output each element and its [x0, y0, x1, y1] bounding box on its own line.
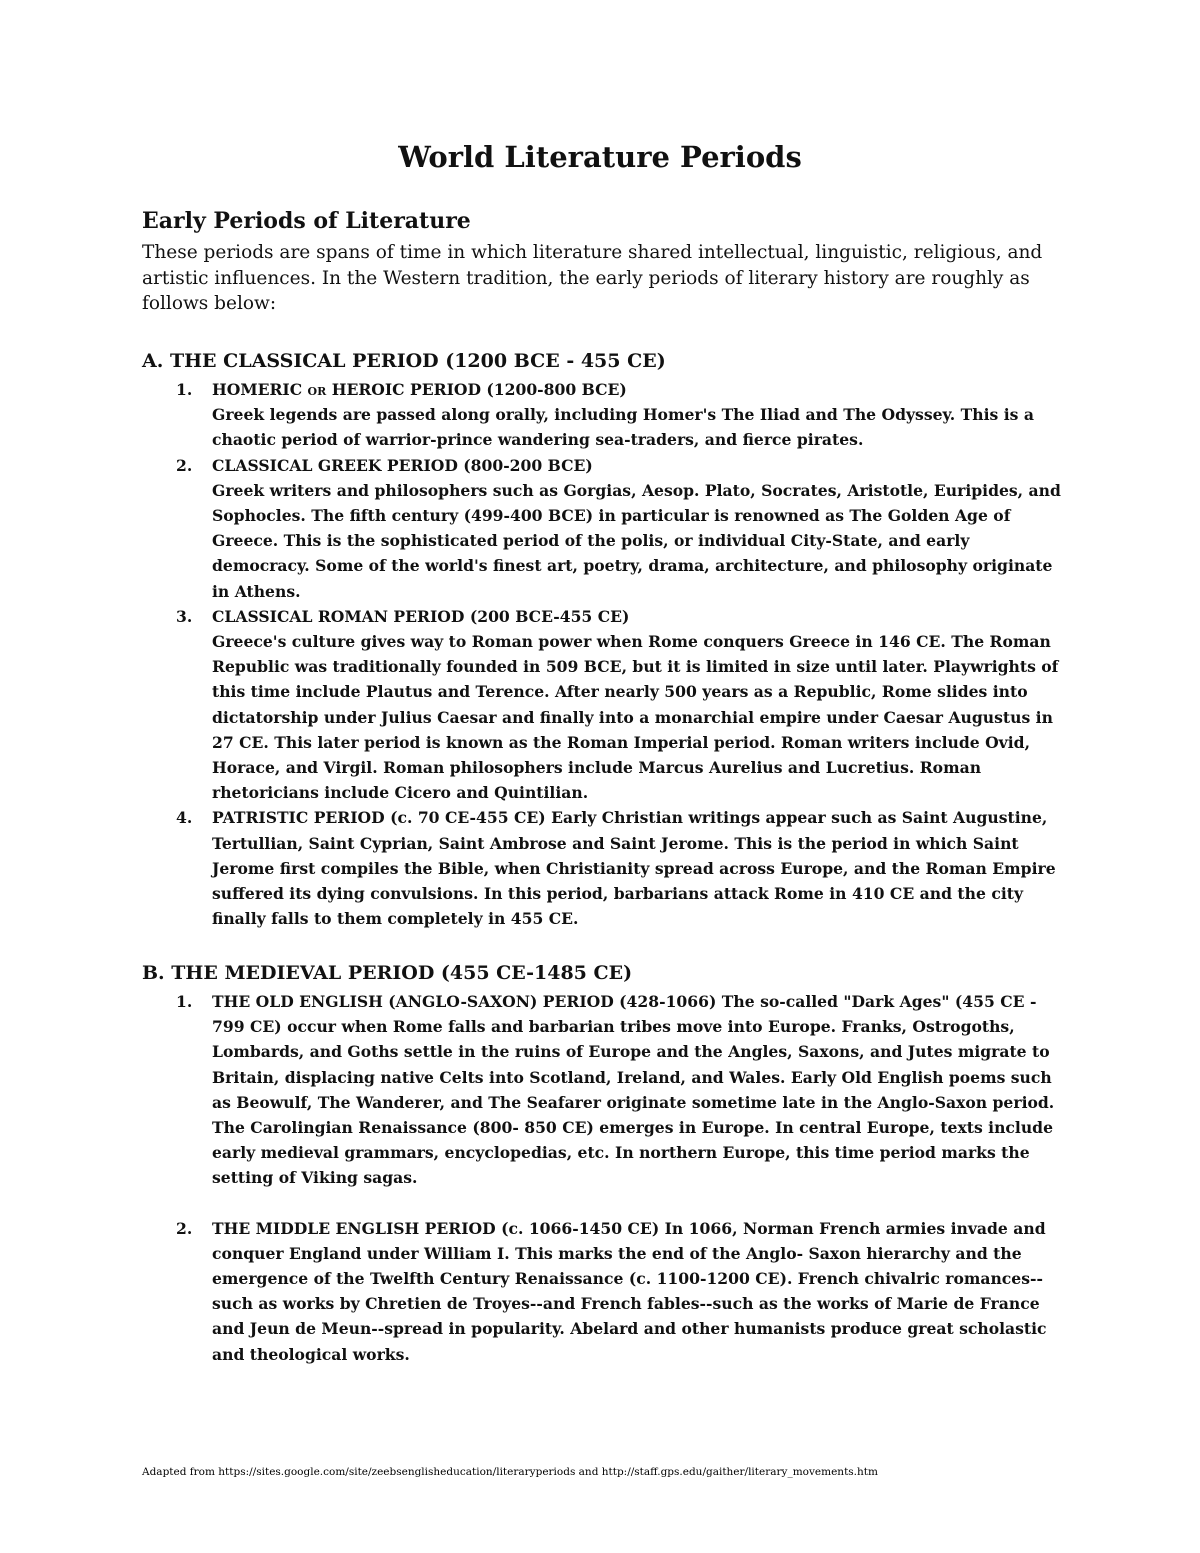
- item-title: HOMERIC or HEROIC PERIOD (1200-800 BCE): [212, 380, 627, 399]
- item-number: 1.: [176, 992, 193, 1011]
- item-body: Greek legends are passed along orally, including Homer's The Iliad and The Odyssey. This is a chaotic period of warrior-prince wandering sea-traders, and fierce pirates.: [212, 405, 1034, 450]
- list-item: [142, 805, 1072, 931]
- classical-period-list: [142, 377, 1072, 931]
- period-heading-medieval: B. THE MEDIEVAL PERIOD (455 CE-1485 CE): [142, 962, 633, 984]
- item-title: PATRISTIC PERIOD: [212, 808, 385, 828]
- item-body: (428-1066) The so-called "Dark Ages" (455 CE - 799 CE) occur when Rome falls and barbarian tribes move into Europe. Franks, Ostrogoths, Lombards, and Goths settle in the ruins of Europe and the Angles, Saxons, and Jutes migrate to Britain, displacing native Celts into Scotland, Ireland, and Wales. Early Old English poems such as Beowulf, The Wanderer, and The Seafarer originate sometime late in the Anglo-Saxon period. The Carolingian Renaissance (800- 850 CE) emerges in Europe. In central Europe, texts include early medieval grammars, encyclopedias, etc. In northern Europe, this time period marks the setting of Viking sagas.: [212, 992, 1055, 1188]
- item-body: Greek writers and philosophers such as Gorgias, Aesop. Plato, Socrates, Aristotle, Euripides, and Sophocles. The fifth century (499-400 BCE) in particular is renowned as The Golden Age of Greece. This is the sophisticated period of the polis, or individual City-State, and early democracy. Some of the world's finest art, poetry, drama, architecture, and philosophy originate in Athens.: [212, 480, 1061, 601]
- item-number: 3.: [176, 606, 193, 626]
- source-footer: Adapted from https://sites.google.com/site/zeebsenglisheducation/literaryperiods and http://staff.gps.edu/gaither/literary_movements.htm: [142, 1466, 878, 1478]
- medieval-period-list: [142, 989, 1072, 1367]
- item-body: (c. 70 CE-455 CE) Early Christian writings appear such as Saint Augustine, Tertullian, Saint Cyprian, Saint Ambrose and Saint Jerome. This is the period in which Saint Jerome first compiles the Bible, when Christianity spread across Europe, and the Roman Empire suffered its dying convulsions. In this period, barbarians attack Rome in 410 CE and the city finally falls to them completely in 455 CE.: [212, 808, 1056, 929]
- item-number: 1.: [176, 380, 193, 399]
- list-item: [142, 453, 1072, 604]
- item-number: 2.: [176, 455, 193, 475]
- item-number: 4.: [176, 808, 193, 828]
- page-title: World Literature Periods: [398, 140, 802, 174]
- item-body: Greece's culture gives way to Roman power when Rome conquers Greece in 146 CE. The Roman Republic was traditionally founded in 509 BCE, but it is limited in size until later. Playwrights of this time include Plautus and Terence. After nearly 500 years as a Republic, Rome slides into dictatorship under Julius Caesar and finally into a monarchial empire under Caesar Augustus in 27 CE. This later period is known as the Roman Imperial period. Roman writers include Ovid, Horace, and Virgil. Roman philosophers include Marcus Aurelius and Lucretius. Roman rhetoricians include Cicero and Quintilian.: [212, 632, 1059, 803]
- item-number: 2.: [176, 1218, 193, 1238]
- item-title: CLASSICAL ROMAN PERIOD (200 BCE-455 CE): [212, 606, 630, 626]
- period-heading-classical: A. THE CLASSICAL PERIOD (1200 BCE - 455 CE): [142, 350, 666, 372]
- list-item: [142, 1216, 1072, 1367]
- item-title: THE MIDDLE ENGLISH PERIOD: [212, 1218, 496, 1238]
- item-title: CLASSICAL GREEK PERIOD (800-200 BCE): [212, 455, 593, 475]
- item-title: THE OLD ENGLISH (ANGLO-SAXON) PERIOD: [212, 992, 614, 1011]
- intro-paragraph: These periods are spans of time in which literature shared intellectual, linguistic, religious, and artistic influences. In the Western tradition, the early periods of literary history are roughly as follows below:: [142, 242, 1043, 314]
- list-item: [142, 377, 1072, 453]
- list-item: [142, 989, 1072, 1191]
- section-heading: Early Periods of Literature: [142, 208, 471, 234]
- item-body: (c. 1066-1450 CE) In 1066, Norman French armies invade and conquer England under William I. This marks the end of the Anglo- Saxon hierarchy and the emergence of the Twelfth Century Renaissance (c. 1100-1200 CE). French chivalric romances--such as works by Chretien de Troyes--and French fables--such as the works of Marie de France and Jeun de Meun--spread in popularity. Abelard and other humanists produce great scholastic and theological works.: [212, 1218, 1047, 1364]
- list-item: [142, 604, 1072, 806]
